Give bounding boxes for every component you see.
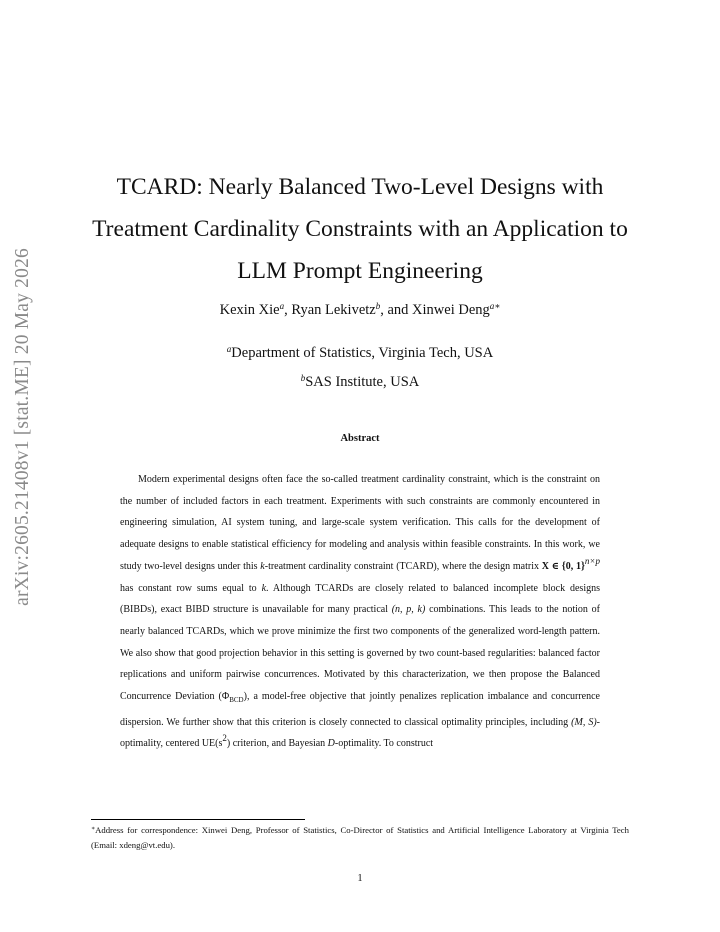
author-separator: ,	[284, 302, 292, 318]
footnote-rule	[91, 819, 305, 820]
affiliation-text: Department of Statistics, Virginia Tech, USA	[231, 345, 494, 361]
author-affiliation-mark: a∗	[489, 301, 501, 311]
affiliation-b	[0, 374, 720, 391]
footnote-mark: ∗	[91, 826, 96, 832]
author-name: Xinwei Deng	[412, 302, 490, 318]
math-npk: (n, p, k)	[391, 604, 426, 616]
author-separator: , and	[380, 302, 413, 318]
math-k: k	[261, 582, 267, 594]
affiliation-mark: a	[226, 344, 232, 354]
math-subscript: BCD	[229, 696, 244, 705]
affiliation-mark: b	[300, 373, 306, 383]
page-number: 1	[357, 873, 363, 884]
paper-title: TCARD: Nearly Balanced Two-Level Designs with Treatment Cardinality Constraints with an Application to LLM Prompt Engineering	[92, 173, 628, 284]
footnote-text: Address for correspondence: Xinwei Deng, Professor of Statistics, Co-Director of Statistics and Artificial Intelligence Laboratory at Virginia Tech (Email: xdeng@vt.edu).	[91, 825, 629, 850]
abstract-segment: Modern experimental designs often face the so-called treatment cardinality constraint, which is the constraint on the number of included factors in each treatment. Experiments with such constraints are commonly encountered in engineering simulation, AI system tuning, and large-scale system verification. This calls for the development of adequate designs to enable statistical efficiency for modeling and analysis within feasible constraints. In this work, we study two-level designs under this	[120, 474, 600, 572]
abstract-segment: has constant row sums equal to	[120, 582, 262, 594]
abstract-segment: . Although TCARDs are closely related to balanced incomplete block designs (BIBDs), exact BIBD structure is unavailable for many practical	[120, 582, 600, 616]
math-matrix-expression: X ∈ {0, 1}	[541, 560, 585, 572]
author-affiliation-mark: b	[375, 301, 381, 311]
author-list	[0, 302, 720, 319]
affiliation-a	[0, 345, 720, 362]
author-name: Kexin Xie	[219, 302, 280, 318]
author-affiliation-mark: a	[279, 301, 285, 311]
math-ms: (M, S)	[571, 716, 597, 728]
abstract-segment: ), a model-free objective that jointly penalizes replication imbalance and concurrence dispersion. We further show that this criterion is closely connected to classical optimality principles, including	[120, 691, 600, 728]
affiliation-text: SAS Institute, USA	[305, 374, 420, 390]
math-superscript: n×p	[584, 555, 600, 566]
author-name: Ryan Lekivetz	[291, 302, 376, 318]
abstract-segment: ) criterion, and Bayesian	[226, 738, 328, 750]
math-superscript: 2	[222, 733, 227, 744]
abstract-segment: -optimality, centered UE(s	[120, 716, 600, 750]
abstract-text	[120, 469, 600, 755]
abstract-segment: combinations. This leads to the notion of nearly balanced TCARDs, which we prove minimize the first two components of the generalized word-length pattern. We also show that good projection behavior in this setting is governed by two count-based regularities: balanced factor replications and uniform pairwise concurrences. Motivated by this characterization, we then propose the Balanced Concurrence Deviation (Φ	[120, 604, 600, 703]
footnote	[91, 822, 629, 852]
arxiv-identifier-stamp: arXiv:2605.21408v1 [stat.ME] 20 May 2026	[12, 248, 33, 606]
math-d: D	[327, 738, 335, 750]
abstract-heading: Abstract	[340, 433, 380, 444]
math-k: k	[260, 560, 265, 572]
abstract-segment: -optimality. To construct	[334, 738, 434, 750]
abstract-segment: -treatment cardinality constraint (TCARD), where the design matrix	[264, 560, 542, 572]
